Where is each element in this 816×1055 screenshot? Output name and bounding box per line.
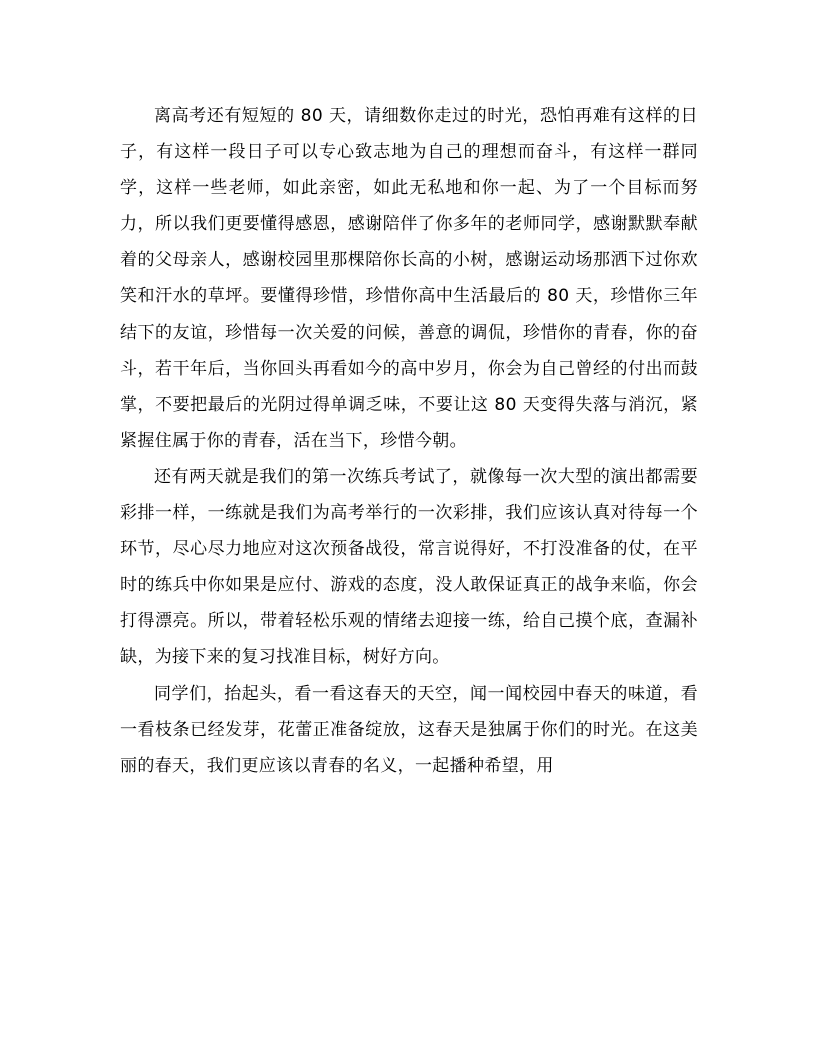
paragraph-spring: 同学们，抬起头，看一看这春天的天空，闻一闻校园中春天的味道，看一看枝条已经发芽，花蕾正准备绽放，这春天是独属于你们的时光。在这美丽的春天，我们更应该以青春的名义，一起播种希望，用 [120, 683, 698, 776]
paragraph-mock-exam: 还有两天就是我们的第一次练兵考试了，就像每一次大型的演出都需要彩排一样，一练就是我们为高考举行的一次彩排，我们应该认真对待每一个环节，尽心尽力地应对这次预备战役，常言说得好，不打没准备的仗，在平时的练兵中你如果是应付、游戏的态度，没人敢保证真正的战争来临，你会打得漂亮。所以，带着轻松乐观的情绪去迎接一练，给自己摸个底，查漏补缺，为接下来的复习找准目标，树好方向。 [120, 466, 698, 668]
document-body [120, 98, 698, 784]
paragraph-gratitude: 离高考还有短短的 80 天，请细数你走过的时光，恐怕再难有这样的日子，有这样一段日子可以专心致志地为自己的理想而奋斗，有这样一群同学，这样一些老师，如此亲密，如此无私地和你一起、为了一个目标而努力，所以我们更要懂得感恩，感谢陪伴了你多年的老师同学，感谢默默奉献着的父母亲人，感谢校园里那棵陪你长高的小树，感谢运动场那洒下过你欢笑和汗水的草坪。要懂得珍惜，珍惜你高中生活最后的 80 天，珍惜你三年结下的友谊，珍惜每一次关爱的问候，善意的调侃，珍惜你的青春，你的奋斗，若干年后，当你回头再看如今的高中岁月，你会为自己曾经的付出而鼓掌，不要把最后的光阴过得单调乏味，不要让这 80 天变得失落与消沉，紧紧握住属于你的青春，活在当下，珍惜今朝。 [120, 106, 698, 451]
